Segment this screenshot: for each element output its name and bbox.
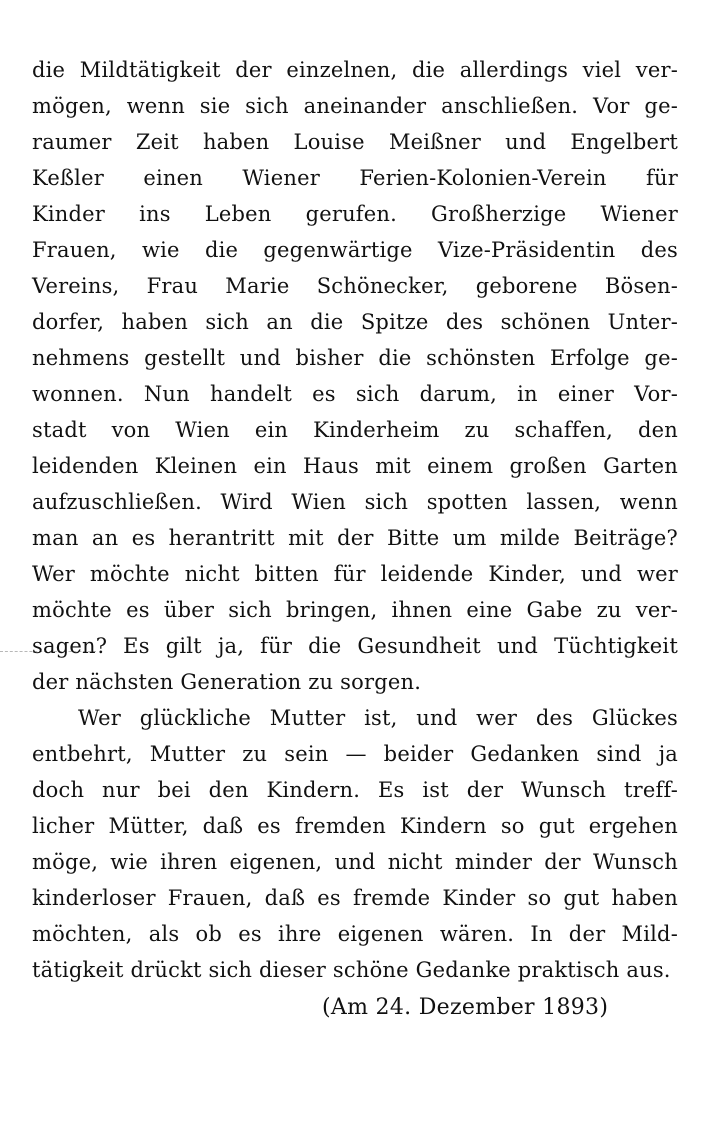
text-line: möchte es über sich bringen, ihnen eine Gabe zu ver- <box>32 598 678 622</box>
text-line: tätigkeit drückt sich dieser schöne Gedanke praktisch aus. <box>32 958 671 982</box>
text-line: entbehrt, Mutter zu sein — beider Gedanken sind ja <box>32 742 678 766</box>
text-line: doch nur bei den Kindern. Es ist der Wunsch treff- <box>32 778 678 802</box>
text-line: kinderloser Frauen, daß es fremde Kinder so gut haben <box>32 886 678 910</box>
text-line: sagen? Es gilt ja, für die Gesundheit und Tüchtigkeit <box>32 634 678 658</box>
text-line: Frauen, wie die gegenwärtige Vize-Präsidentin des <box>32 238 678 262</box>
text-line: mögen, wenn sie sich aneinander anschließen. Vor ge- <box>32 94 678 118</box>
text-line: stadt von Wien ein Kinderheim zu schaffen, den <box>32 418 678 442</box>
text-line: möchten, als ob es ihre eigenen wären. In der Mild- <box>32 922 678 946</box>
text-line: aufzuschließen. Wird Wien sich spotten lassen, wenn <box>32 490 678 514</box>
text-line: Wer glückliche Mutter ist, und wer des Glückes <box>78 706 678 730</box>
text-line: raumer Zeit haben Louise Meißner und Engelbert <box>32 130 678 154</box>
text-line: leidenden Kleinen ein Haus mit einem großen Garten <box>32 454 678 478</box>
text-line: Keßler einen Wiener Ferien-Kolonien-Verein für <box>32 166 678 190</box>
text-line: möge, wie ihren eigenen, und nicht minder der Wunsch <box>32 850 678 874</box>
text-line: die Mildtätigkeit der einzelnen, die allerdings viel ver- <box>32 58 678 82</box>
text-line: nehmens gestellt und bisher die schönsten Erfolge ge- <box>32 346 678 370</box>
text-line: Kinder ins Leben gerufen. Großherzige Wiener <box>32 202 678 226</box>
text-line: dorfer, haben sich an die Spitze des schönen Unter- <box>32 310 678 334</box>
text-line: man an es herantritt mit der Bitte um milde Beiträge? <box>32 526 678 550</box>
dateline: (Am 24. Dezember 1893) <box>322 995 609 1020</box>
text-line: wonnen. Nun handelt es sich darum, in einer Vor- <box>32 382 678 406</box>
text-line: Wer möchte nicht bitten für leidende Kinder, und wer <box>32 562 678 586</box>
text-line: licher Mütter, daß es fremden Kindern so gut ergehen <box>32 814 678 838</box>
text-line: Vereins, Frau Marie Schönecker, geborene Bösen- <box>32 274 678 298</box>
text-line: der nächsten Generation zu sorgen. <box>32 670 422 694</box>
